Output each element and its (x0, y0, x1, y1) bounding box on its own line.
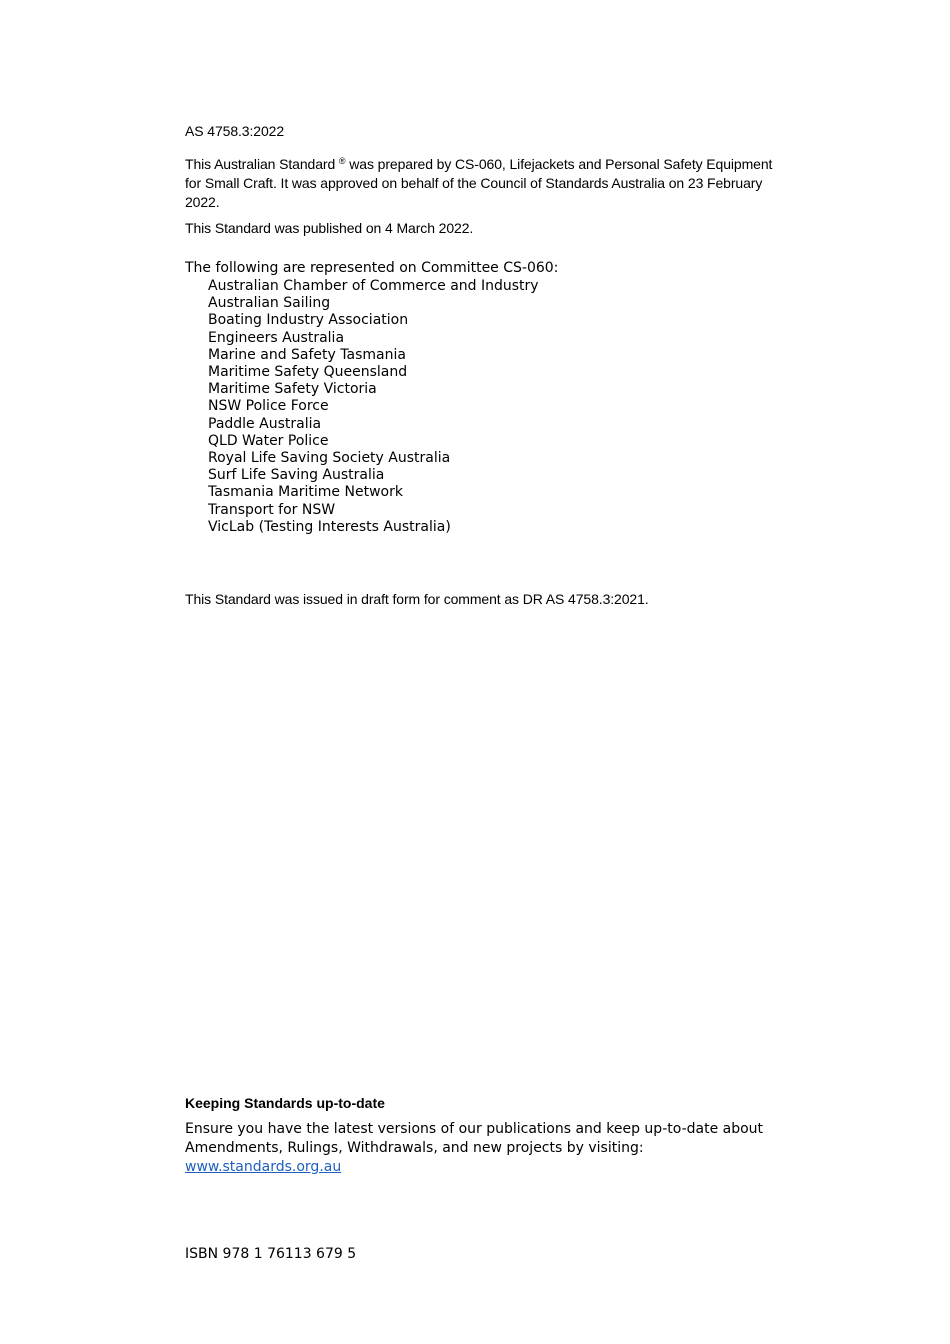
publication-statement: This Standard was published on 4 March 2022. (185, 220, 474, 236)
committee-member: Surf Life Saving Australia (208, 467, 385, 484)
preparation-statement (185, 155, 775, 212)
committee-member: Tasmania Maritime Network (208, 484, 403, 501)
draft-statement: This Standard was issued in draft form for comment as DR AS 4758.3:2021. (185, 591, 649, 607)
committee-member: NSW Police Force (208, 398, 329, 415)
registered-mark: ® (338, 156, 346, 166)
keeping-section-title: Keeping Standards up-to-date (185, 1095, 385, 1111)
committee-member: Royal Life Saving Society Australia (208, 450, 451, 467)
preparation-text-start: This Australian Standard (185, 156, 339, 172)
standard-designation: AS 4758.3:2022 (185, 123, 285, 139)
committee-member: Transport for NSW (208, 501, 336, 518)
preparation-text-end: was prepared by CS-060, Lifejackets and Personal Safety Equipment for Small Craft. It was approved on behalf of the Council of Standards Australia on 23 February 2022. (185, 156, 773, 210)
committee-member: Paddle Australia (208, 415, 322, 432)
committee-member: Engineers Australia (208, 329, 345, 346)
keeping-section-body: Ensure you have the latest versions of our publications and keep up-to-date about Amendments, Rulings, Withdrawals, and new projects by visiting: (185, 1121, 764, 1156)
committee-member: Maritime Safety Queensland (208, 364, 408, 381)
committee-section (185, 259, 558, 536)
committee-member: Maritime Safety Victoria (208, 381, 377, 398)
committee-intro: The following are represented on Committee CS-060: (185, 260, 559, 276)
committee-member: QLD Water Police (208, 432, 329, 449)
keeping-up-to-date-section (185, 1094, 785, 1177)
standards-website-link[interactable]: www.standards.org.au (185, 1159, 342, 1175)
committee-member: Boating Industry Association (208, 312, 409, 329)
isbn-number: ISBN 978 1 76113 679 5 (185, 1246, 357, 1262)
committee-member-list (185, 278, 558, 536)
committee-member: Australian Sailing (208, 295, 331, 312)
committee-member: VicLab (Testing Interests Australia) (208, 518, 451, 535)
committee-member: Australian Chamber of Commerce and Industry (208, 278, 539, 294)
committee-member: Marine and Safety Tasmania (208, 346, 406, 363)
